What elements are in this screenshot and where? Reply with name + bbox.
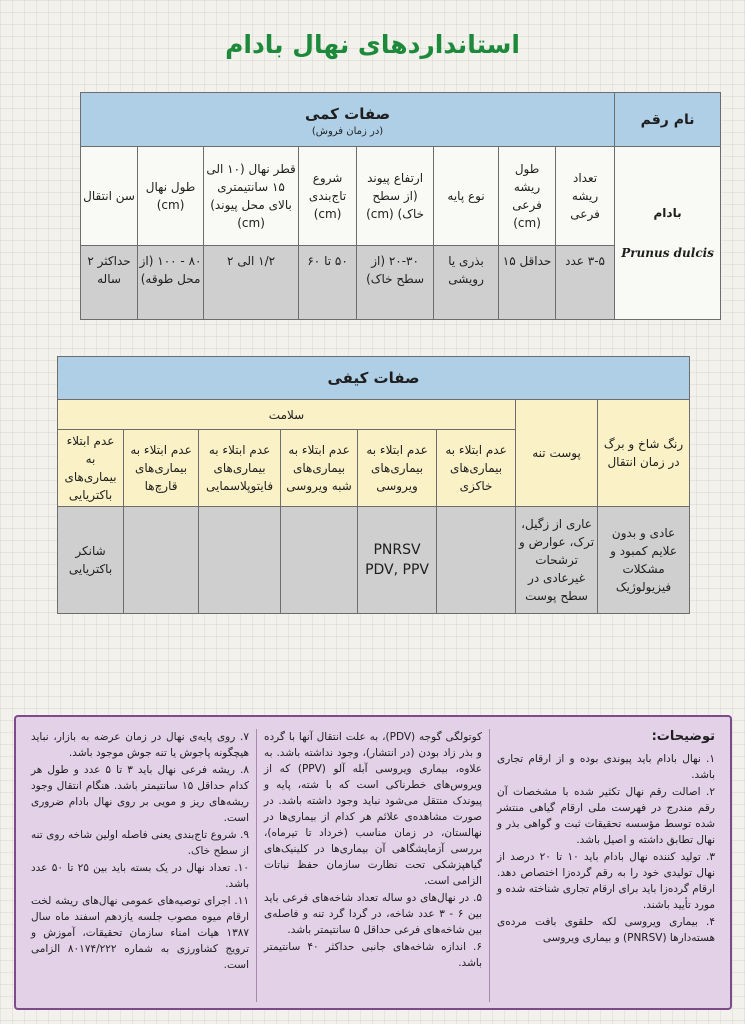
- column-header: قطر نهال (۱۰ الی ۱۵ سانتیمتری بالای محل پیوند) (cm): [204, 147, 299, 246]
- note-item: ۱۰. تعداد نهال در یک بسته باید بین ۲۵ تا ۵۰ عدد باشد.: [31, 862, 250, 890]
- quantitative-section-header: [81, 93, 615, 147]
- quantitative-subtitle: (در زمان فروش): [311, 125, 384, 137]
- value-cell: حداکثر ۲ ساله: [81, 246, 138, 320]
- column-header: سن انتقال: [81, 147, 138, 246]
- health-value-cell: [124, 507, 199, 614]
- health-column-header: عدم ابتلاء به بیماری‌های قارچ‌ها: [124, 430, 199, 507]
- quantitative-traits-table: [80, 92, 721, 320]
- note-item: کوتولگی گوجه (PDV)، به علت انتقال آنها با گرده و بذر زاد بودن (در انتشار)، وجود نداشته باشد. به علاوه، بیماری ویروسی آبله آلو (PPV) که از ویروس‌های خطرناکی است که با شته، پایه و پیوندک منتقل می‌شود نباید وجود داشته باشد. در صورت مشاهده‌ی علائم هر کدام از بیماری‌ها در نهالستان، در زمان مناسب (خرداد تا تیرماه)، بررسی آزمایشگاهی آن بیماری‌ها در کلینیک‌های گیاهپزشکی تحت نظارت سازمان حفظ نباتات الزامی است.: [264, 731, 482, 887]
- note-item: ۵. در نهال‌های دو ساله تعداد شاخه‌های فرعی باید بین ۶ - ۳ عدد شاخه، در گردا گرد تنه و فاصله‌ی بین شاخه‌های فرعی حداقل ۵ سانتیمتر باشد.: [264, 892, 483, 936]
- column-header: شروع تاج‌بندی (cm): [299, 147, 357, 246]
- health-column-header: عدم ابتلاء به بیماری‌های باکتریایی: [58, 430, 124, 507]
- bark-value-cell: عاری از زگیل، ترک، عوارض و ترشحات غیرعادی در سطح پوست: [516, 507, 598, 614]
- column-header: تعداد ریشه فرعی: [556, 147, 615, 246]
- column-header: طول ریشه فرعی (cm): [499, 147, 556, 246]
- value-cell: بذری یا رویشی: [434, 246, 499, 320]
- notes-title: توضیحات:: [651, 729, 715, 744]
- note-item: ۱۱. اجرای توصیه‌های عمومی نهال‌های ریشه لخت ارقام میوه مصوب جلسه یازدهم اسفند ماه سال ۱۳۸۷ هیات امناء سازمان تحقیقات، آموزش و ترویج کشاورزی به شماره ۸۰۱۷۴/۲۲۲ الزامی است.: [31, 895, 249, 971]
- column-header: نوع پایه: [434, 147, 499, 246]
- qualitative-traits-table: [57, 356, 690, 614]
- value-cell: ۸۰ - ۱۰۰ (از محل طوقه): [138, 246, 204, 320]
- note-item: ۲. اصالت رقم نهال تکثیر شده با مشخصات آن رقم مندرج در فهرست ملی ارقام گیاهی منتشر شده توسط مؤسسه تحقیقات ثبت و گواهی بذر و نهال تطابق داشته و اصیل باشد.: [497, 786, 715, 846]
- cultivar-name-header: نام رقم: [615, 93, 721, 147]
- note-item: ۴. بیماری ویروسی لکه حلقوی بافت مرده‌ی هسته‌دارها (PNRSV) و بیماری ویروسی: [497, 916, 715, 944]
- value-cell: حداقل ۱۵: [499, 246, 556, 320]
- health-value-cell: شانکر باکتریایی: [58, 507, 124, 614]
- notes-column-1: [490, 729, 722, 1002]
- note-item: ۶. اندازه شاخه‌های جانبی حداکثر ۴۰ سانتیمتر باشد.: [264, 941, 482, 969]
- column-header-bark: پوست تنه: [516, 400, 598, 507]
- health-column-header: عدم ابتلاء به بیماری‌های شبه ویروسی: [281, 430, 358, 507]
- page-title: استانداردهای نهال بادام: [225, 30, 520, 59]
- value-cell: ۵۰ تا ۶۰: [299, 246, 357, 320]
- value-cell: ۲۰-۳۰ (از سطح خاک): [357, 246, 434, 320]
- value-cell: ۳-۵ عدد: [556, 246, 615, 320]
- quantitative-title: صفات کمی: [304, 104, 391, 123]
- notes-column-2: [257, 729, 490, 1002]
- species-latin-name: Prunus dulcis: [621, 245, 714, 260]
- note-item: ۸. ریشه فرعی نهال باید ۳ تا ۵ عدد و طول هر کدام حداقل ۱۵ سانتیمتر باشد. هنگام انتقال وجود ریشه‌های ریز و مویی بر روی نهال بادام ضروری است.: [31, 764, 250, 824]
- note-item: ۳. تولید کننده نهال بادام باید ۱۰ تا ۲۰ درصد از نهال تولیدی خود را به رقم گرده‌زا اختصاص دهد. ارقام گرده‌زا باید برای ارقام تجاری شناخته شده و مورد تأیید باشند.: [497, 851, 715, 911]
- column-header: طول نهال (cm): [138, 147, 204, 246]
- species-persian-name: بادام: [653, 205, 682, 220]
- note-item: ۱. نهال بادام باید پیوندی بوده و از ارقام تجاری باشد.: [497, 753, 715, 781]
- note-item: ۷. روی پایه‌ی نهال در زمان عرضه به بازار، نباید هیچگونه پاجوش یا تنه جوش موجود باشد.: [31, 731, 249, 759]
- health-value-cell: [437, 507, 516, 614]
- species-cell: [615, 147, 721, 320]
- health-value-cell: [199, 507, 281, 614]
- health-column-header: عدم ابتلاء به بیماری‌های فایتوپلاسمایی: [199, 430, 281, 507]
- color-value-cell: عادی و بدون علایم کمبود و مشکلات فیزیولوژیک: [598, 507, 690, 614]
- health-column-header: عدم ابتلاء به بیماری‌های خاکزی: [437, 430, 516, 507]
- notes-column-3: [24, 729, 257, 1002]
- qualitative-section-header: صفات کیفی: [58, 357, 690, 400]
- column-header: ارتفاع پیوند (از سطح خاک) (cm): [357, 147, 434, 246]
- health-column-header: عدم ابتلاء به بیماری‌های ویروسی: [358, 430, 437, 507]
- note-item: ۹. شروع تاج‌بندی یعنی فاصله اولین شاخه روی تنه از سطح خاک.: [31, 829, 249, 857]
- notes-box: [14, 715, 732, 1010]
- health-value-cell: PNRSV PDV, PPV: [358, 507, 437, 614]
- value-cell: ۱/۲ الی ۲: [204, 246, 299, 320]
- health-group-header: سلامت: [58, 400, 516, 430]
- column-header-color: رنگ شاخ و برگ در زمان انتقال: [598, 400, 690, 507]
- health-value-cell: [281, 507, 358, 614]
